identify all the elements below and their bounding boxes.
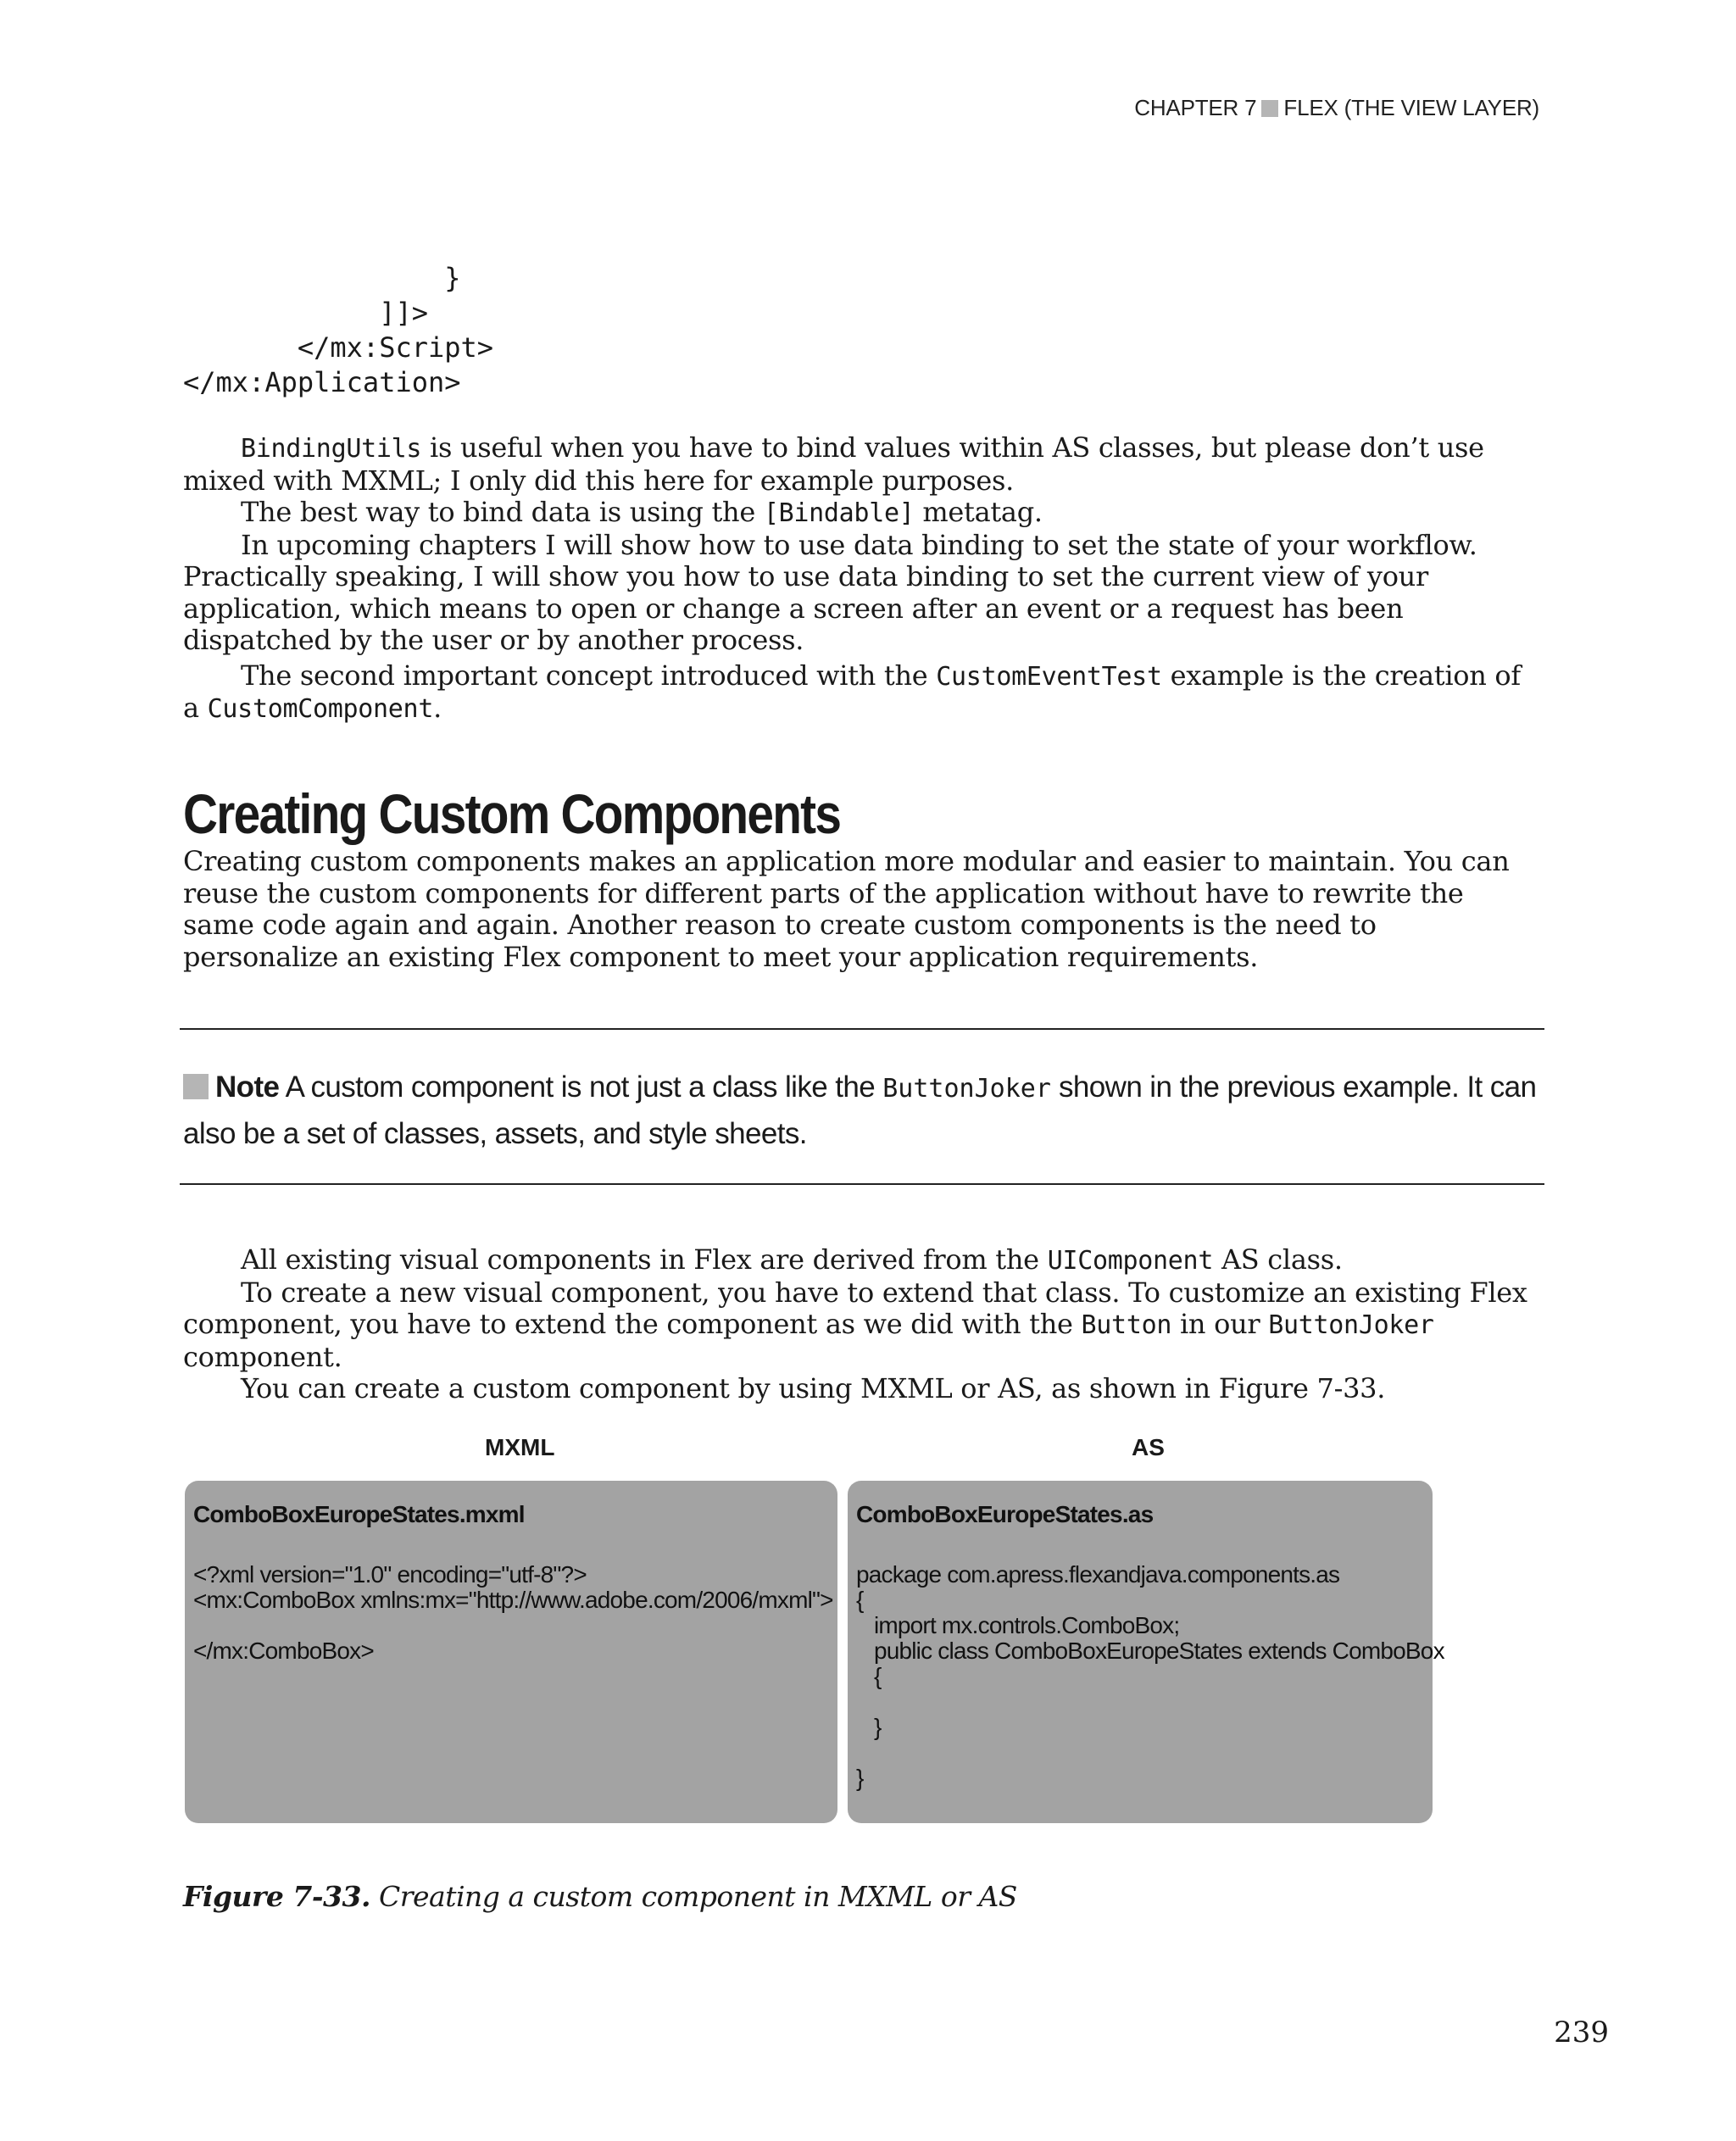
paragraph-text: All existing visual components in Flex are derived from the — [241, 1243, 1048, 1276]
figure-label-as: AS — [1132, 1434, 1165, 1460]
note-text: A custom component is not just a class like the — [279, 1070, 883, 1104]
paragraph-bindingutils — [183, 432, 1539, 497]
mxml-panel — [185, 1481, 837, 1823]
mxml-panel-code: <?xml version="1.0" encoding="utf-8"?> <mx:ComboBox xmlns:mx="http://www.adobe.com/2006/mxml"> </mx:ComboBox> — [193, 1561, 833, 1664]
inline-code: CustomComponent — [207, 694, 434, 724]
inline-code: ButtonJoker — [882, 1074, 1051, 1104]
paragraph-uicomponent — [183, 1244, 1539, 1277]
inline-code: UIComponent — [1047, 1246, 1214, 1276]
header-section: FLEX (THE VIEW LAYER) — [1283, 95, 1539, 120]
figure-label-mxml: MXML — [485, 1434, 555, 1460]
paragraph-mxml-or-as: You can create a custom component by using MXML or AS, as shown in Figure 7-33. — [241, 1372, 1386, 1404]
paragraph-text: AS class. — [1213, 1243, 1343, 1276]
as-panel — [848, 1481, 1444, 1823]
figure-caption-text: Creating a custom component in MXML or AS — [370, 1880, 1017, 1913]
paragraph-text: metatag. — [914, 496, 1043, 528]
paragraph-upcoming-chapters: In upcoming chapters I will show how to use data binding to set the state of your workflow. Practically speaking, I will show you how to use data binding to set the current view of your application, which means to open or change a screen after an event or a request has been dispatched by the user or by another process. — [183, 528, 1477, 656]
paragraph-extend-class — [183, 1277, 1539, 1374]
square-bullet-icon — [1261, 100, 1278, 117]
paragraph-bindable — [183, 497, 1539, 530]
header-chapter: CHAPTER 7 — [1134, 95, 1257, 120]
running-header — [1134, 95, 1539, 121]
paragraph-text: in our — [1171, 1308, 1269, 1340]
inline-code: ButtonJoker — [1268, 1310, 1434, 1340]
note-box — [183, 1065, 1556, 1156]
page-number: 239 — [1554, 2016, 1609, 2049]
note-text: shown in the previous example. It can also be a set of classes, assets, and style sheets. — [183, 1070, 1537, 1150]
paragraph-second-concept — [183, 660, 1539, 726]
body-text-intro — [183, 846, 1539, 973]
as-panel-code: package com.apress.flexandjava.components.as { import mx.controls.ComboBox; public class ComboBoxEuropeStates extends ComboBox { } } — [856, 1561, 1444, 1791]
body-text-top — [183, 432, 1539, 726]
code-listing-tail: } ]]> </mx:Script> </mx:Application> — [183, 262, 494, 398]
paragraph-text: example is the creation of a — [183, 659, 1521, 724]
note-label: Note — [215, 1070, 280, 1104]
paragraph-text: The best way to bind data is using the — [241, 496, 764, 528]
body-text-bottom — [183, 1244, 1539, 1405]
figure-number: Figure 7-33. — [183, 1880, 370, 1913]
paragraph-text: component. — [183, 1340, 342, 1373]
inline-code: CustomEventTest — [936, 661, 1162, 692]
paragraph-text: . — [433, 692, 442, 724]
note-square-icon — [183, 1074, 209, 1099]
paragraph-text: To create a new visual component, you have to extend that class. To customize an existing Flex component, you have to extend the component as we did with the — [183, 1276, 1527, 1340]
inline-code: [Bindable] — [763, 498, 915, 528]
paragraph-custom-components: Creating custom components makes an application more modular and easier to maintain. You can reuse the custom components for different parts of the application without have to rewrite the same code again and again. Another reason to create custom components is the need to personalize an existing Flex component to meet your application requirements. — [183, 845, 1510, 973]
inline-code: BindingUtils — [241, 434, 422, 464]
figure-caption — [183, 1880, 1017, 1913]
as-panel-title: ComboBoxEuropeStates.as — [856, 1501, 1154, 1527]
paragraph-text: is useful when you have to bind values within AS classes, but please don’t use mixed with MXML; I only did this here for example purposes. — [183, 431, 1484, 497]
inline-code: Button — [1081, 1310, 1172, 1340]
note-bottom-rule — [180, 1183, 1544, 1185]
paragraph-text: The second important concept introduced with the — [241, 659, 937, 692]
section-heading: Creating Custom Components — [183, 782, 841, 845]
note-top-rule — [180, 1028, 1544, 1030]
mxml-panel-title: ComboBoxEuropeStates.mxml — [193, 1501, 525, 1527]
